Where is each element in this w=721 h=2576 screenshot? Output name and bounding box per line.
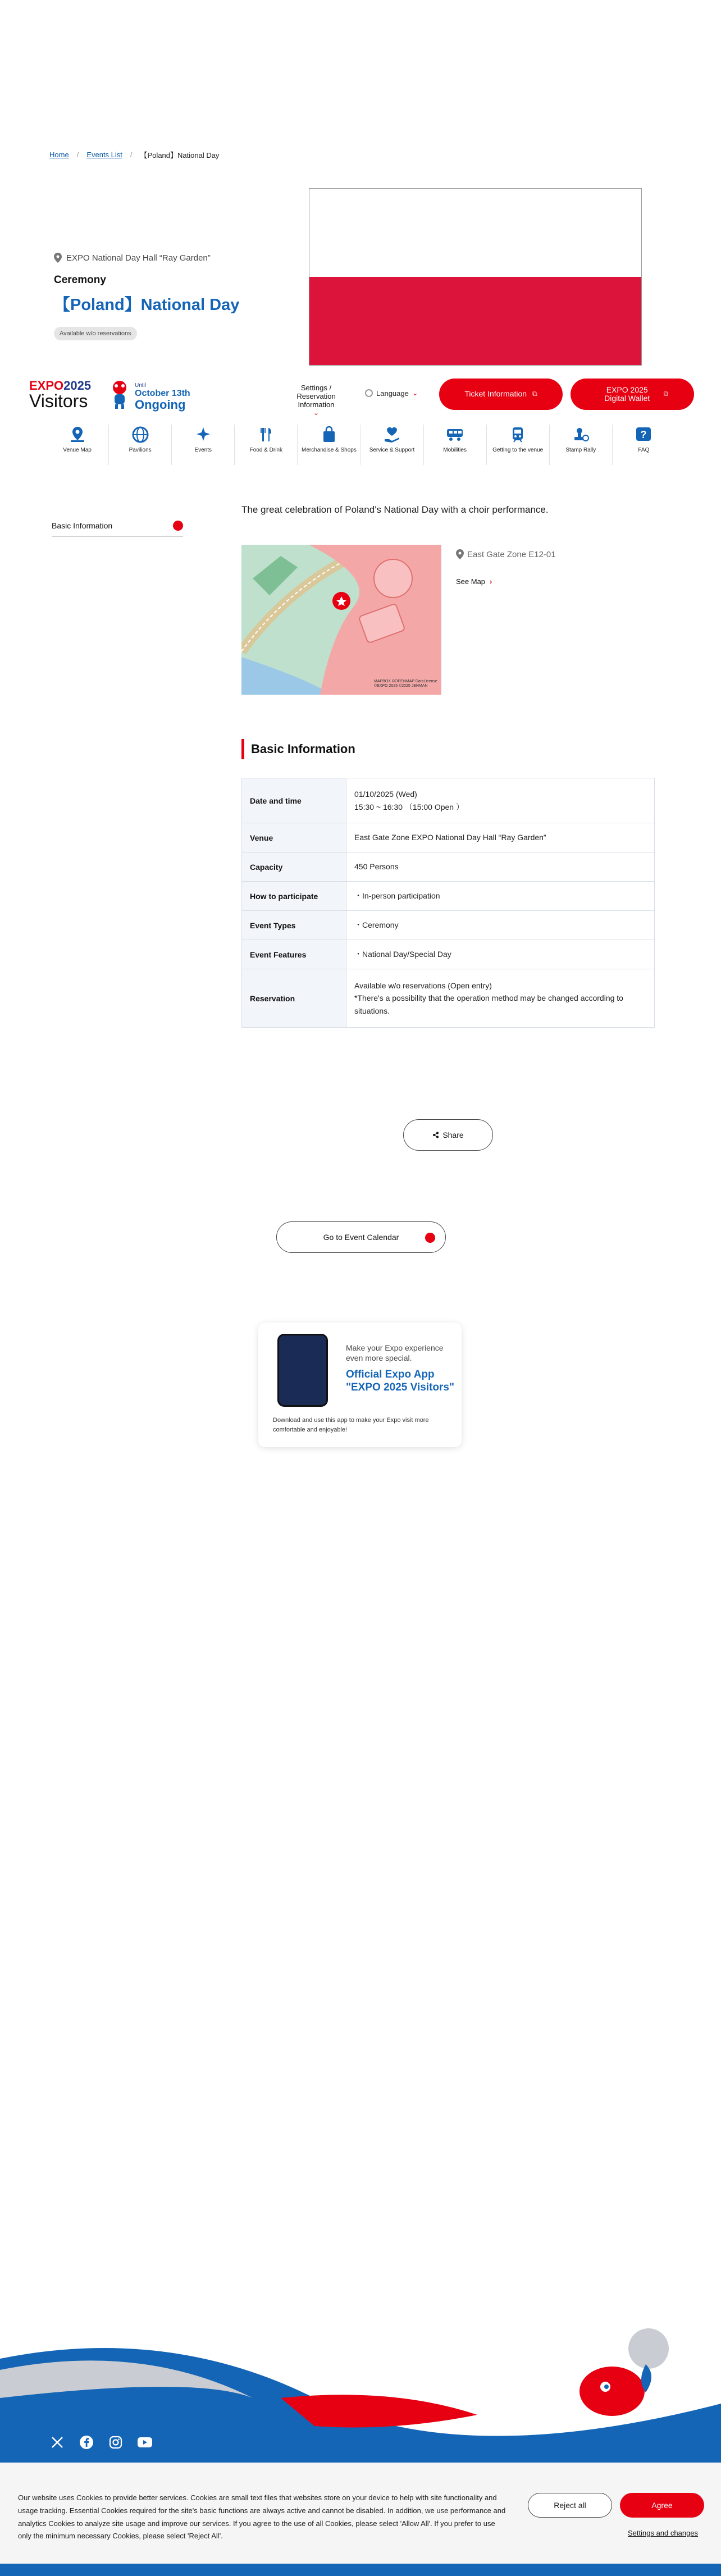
event-category: Ceremony (54, 274, 106, 286)
reservation-text: Available w/o reservations (Open entry) (354, 981, 492, 990)
digital-wallet-button[interactable] (571, 379, 694, 410)
chevron-down-icon: ⌄ (313, 408, 320, 417)
logo-visitors: Visitors (29, 391, 88, 411)
reservation-badge: Available w/o reservations (54, 327, 137, 340)
globe-icon (131, 426, 149, 444)
nav-food-drink[interactable] (235, 425, 298, 465)
date-text: 01/10/2025 (Wed) (354, 790, 417, 799)
sparkle-icon (194, 426, 212, 444)
breadcrumb-events-link[interactable]: Events List (86, 151, 122, 159)
agree-button[interactable]: Agree (620, 2493, 704, 2518)
logo-year: 2025 (63, 379, 92, 393)
table-row (242, 823, 655, 852)
map-pin-icon (69, 426, 86, 444)
breadcrumb-separator: / (130, 151, 133, 159)
nav-label: Merchandise & Shops (302, 447, 357, 453)
venue-map-image[interactable] (241, 545, 441, 695)
map-credit: MAPBOX ©OPENMAP DataLicense ©EXPO 2025 ©2025 JENMAN (374, 680, 437, 689)
language-selector[interactable] (365, 389, 418, 398)
cookie-settings-link[interactable]: Settings and changes (628, 2529, 699, 2537)
sidebar-item-label: Basic Information (52, 521, 113, 530)
nav-getting-to-venue[interactable] (487, 425, 550, 465)
basic-info-table (241, 778, 655, 1028)
event-calendar-button[interactable] (276, 1221, 446, 1253)
ticket-info-button[interactable] (439, 379, 563, 410)
table-row (242, 969, 655, 1028)
share-label: Share (442, 1130, 464, 1139)
promo-tagline: Make your Expo experience even more special. (346, 1343, 444, 1363)
table-row (242, 778, 655, 823)
see-map-link[interactable] (456, 577, 492, 586)
see-map-label: See Map (456, 577, 486, 586)
x-twitter-icon[interactable] (49, 2434, 65, 2450)
row-key: How to participate (242, 882, 346, 911)
external-link-icon: ⧉ (663, 390, 669, 398)
promo-app-name: Official Expo App "EXPO 2025 Visitors" (346, 1369, 454, 1393)
nav-label: Food & Drink (249, 447, 282, 453)
row-value: ・In-person participation (346, 882, 655, 911)
social-links (49, 2434, 153, 2450)
breadcrumb-separator: / (76, 151, 79, 159)
table-row (242, 882, 655, 911)
value-text: In-person participation (362, 891, 440, 901)
row-key: Date and time (242, 778, 346, 823)
row-value (346, 778, 655, 823)
settings-label: Settings / Reservation Information (296, 384, 336, 409)
fork-knife-icon (257, 426, 275, 444)
external-link-icon: ⧉ (532, 390, 537, 398)
arrow-dot-icon (425, 1233, 435, 1243)
nav-mobilities[interactable] (424, 425, 487, 465)
phone-app-image (277, 1334, 328, 1407)
nav-events[interactable] (172, 425, 235, 465)
breadcrumb (49, 149, 219, 160)
row-key: Reservation (242, 969, 346, 1028)
row-value: East Gate Zone EXPO National Day Hall “Ray Garden” (346, 823, 655, 852)
location-text: East Gate Zone E12-01 (467, 549, 556, 559)
nav-venue-map[interactable] (46, 425, 109, 465)
cookie-banner (0, 2463, 721, 2564)
chevron-down-icon: ⌄ (412, 389, 418, 397)
event-lead-text: The great celebration of Poland's National Day with a choir performance. (241, 504, 549, 515)
nav-pavilions[interactable] (109, 425, 172, 465)
row-key: Capacity (242, 852, 346, 882)
reject-all-button[interactable]: Reject all (528, 2493, 612, 2518)
mascot-icon (107, 380, 133, 409)
nav-label: Events (194, 447, 212, 453)
sidebar-item-basic-information[interactable] (52, 514, 183, 537)
row-value: 450 Persons (346, 852, 655, 882)
location-pin-icon (54, 253, 62, 263)
expo-logo[interactable] (29, 380, 91, 410)
nav-label: Venue Map (63, 447, 92, 453)
table-row (242, 911, 655, 940)
nav-faq[interactable] (613, 425, 675, 465)
cookie-text: Our website uses Cookies to provide better services. Cookies are small text files that websites store on your device to help with site functionality and usage tracking. Essential Cookies required for the site's basic functions are always active and cannot be disabled. In addition, we use performance and analytics Cookies to analyze site usage and improve our services. If you agree to the use of all Cookies, please select 'Allow All'. If you prefer to use only the minimum necessary Cookies, please select 'Reject All'. (18, 2493, 506, 2541)
map-graphic (241, 545, 441, 695)
calendar-label: Go to Event Calendar (323, 1233, 399, 1242)
poland-flag-image (309, 188, 642, 366)
heart-hand-icon (383, 426, 401, 444)
hero-venue (54, 253, 211, 263)
nav-label: FAQ (638, 447, 650, 453)
nav-label: Getting to the venue (492, 447, 544, 453)
reservation-note: *There's a possibility that the operation method may be changed according to situations. (354, 993, 623, 1015)
shopping-bag-icon (320, 426, 338, 444)
youtube-icon[interactable] (137, 2434, 153, 2450)
flag-red-stripe (309, 277, 641, 365)
nav-merchandise[interactable] (298, 425, 360, 465)
facebook-icon[interactable] (79, 2434, 94, 2450)
location-pin-icon (456, 549, 464, 559)
time-text: 15:30 ~ 16:30 （15:00 Open ） (354, 802, 464, 811)
period-status (135, 383, 190, 411)
nav-label: Pavilions (129, 447, 152, 453)
globe-icon (365, 389, 373, 397)
row-key: Event Types (242, 911, 346, 940)
bottom-strip (0, 2564, 721, 2576)
row-key: Venue (242, 823, 346, 852)
mobility-icon (445, 426, 464, 444)
row-value (346, 969, 655, 1028)
logo-expo: EXPO (29, 379, 64, 393)
until-date: October 13th (135, 388, 190, 398)
chevron-right-icon: › (490, 577, 492, 586)
instagram-icon[interactable] (108, 2434, 124, 2450)
stamp-icon (572, 426, 590, 444)
promo-description: Download and use this app to make your Expo visit more comfortable and enjoyable! (273, 1417, 429, 1433)
hero-venue-text: EXPO National Day Hall “Ray Garden” (66, 253, 211, 263)
svg-text:?: ? (640, 429, 647, 440)
location-label (456, 549, 556, 559)
question-icon (635, 426, 652, 444)
nav-service-support[interactable] (360, 425, 423, 465)
table-row (242, 940, 655, 969)
until-label: Until (135, 382, 147, 389)
nav-label: Stamp Rally (565, 447, 596, 453)
nav-stamp-rally[interactable] (550, 425, 613, 465)
settings-reservation-menu[interactable] (286, 384, 346, 417)
app-promo-card[interactable] (258, 1323, 462, 1447)
section-title-basic-information: Basic Information (241, 739, 355, 759)
nav-icons (46, 425, 675, 465)
value-text: National Day/Special Day (362, 950, 451, 959)
row-key: Event Features (242, 940, 346, 969)
value-text: Ceremony (362, 920, 399, 930)
logo-line1 (29, 380, 91, 392)
share-button[interactable] (403, 1119, 493, 1151)
row-value: ・Ceremony (346, 911, 655, 940)
train-icon (509, 426, 527, 444)
flag-white-stripe (309, 189, 641, 277)
breadcrumb-current: 【Poland】National Day (140, 151, 220, 159)
arrow-dot-icon (173, 521, 183, 531)
nav-label: Service & Support (369, 447, 415, 453)
language-label: Language (376, 389, 409, 398)
share-icon (432, 1132, 439, 1138)
row-value: ・National Day/Special Day (346, 940, 655, 969)
nav-label: Mobilities (443, 447, 467, 453)
site-header (0, 375, 721, 465)
until-status: Ongoing (135, 398, 186, 412)
page-title: 【Poland】National Day (54, 296, 240, 314)
breadcrumb-home-link[interactable]: Home (49, 151, 69, 159)
wallet-label: EXPO 2025 Digital Wallet (604, 385, 650, 403)
ticket-label: Ticket Information (464, 389, 527, 399)
table-row (242, 852, 655, 882)
